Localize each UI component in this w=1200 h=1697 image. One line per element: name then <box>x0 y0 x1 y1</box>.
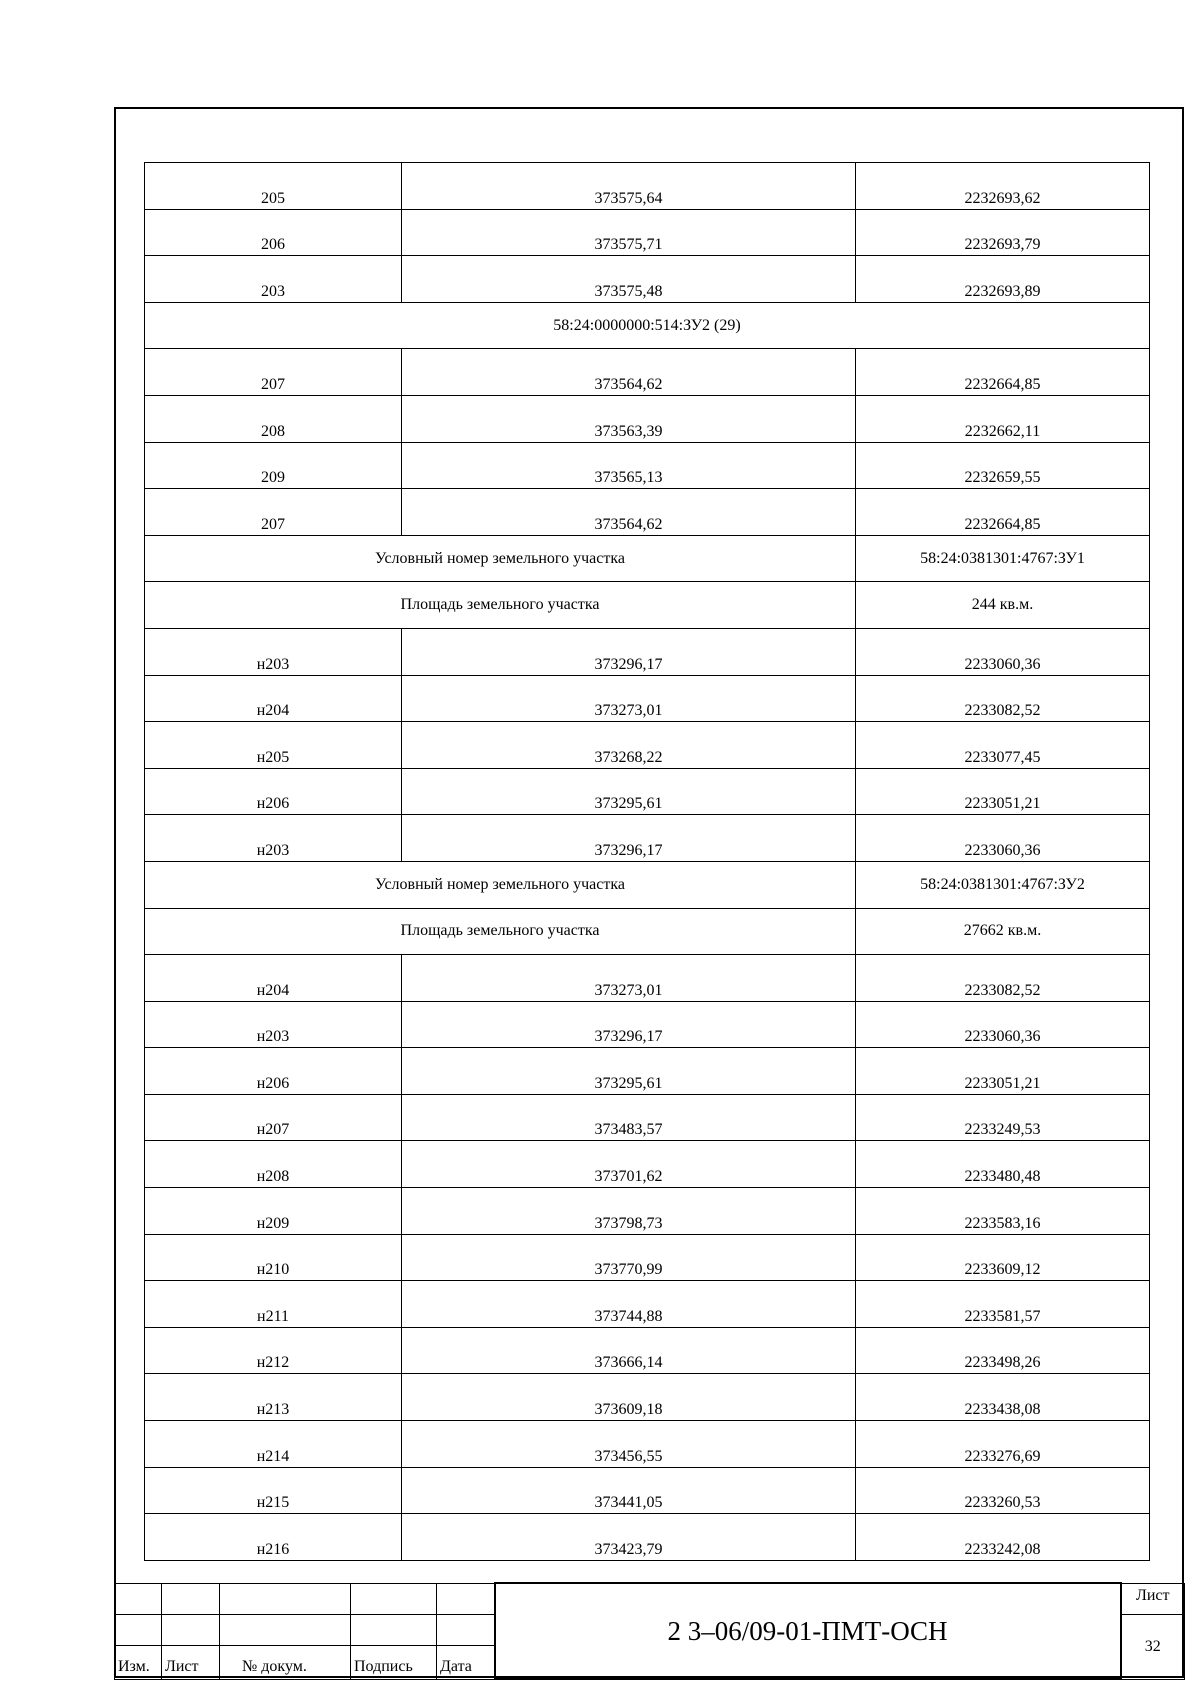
y-coordinate-cell: 2233498,26 <box>856 1327 1150 1374</box>
parcel-info-row <box>145 908 1150 955</box>
point-row <box>145 1048 1150 1095</box>
point-number-cell: н209 <box>145 1188 402 1235</box>
x-coordinate-cell: 373744,88 <box>402 1281 856 1328</box>
section-caption-row <box>145 302 1150 349</box>
x-coordinate-cell: 373564,62 <box>402 489 856 536</box>
point-row <box>145 1001 1150 1048</box>
y-coordinate-cell: 2233082,52 <box>856 955 1150 1002</box>
point-row <box>145 489 1150 536</box>
stamp-date-label: Дата <box>437 1645 495 1679</box>
point-number-cell: 207 <box>145 489 402 536</box>
x-coordinate-cell: 373666,14 <box>402 1327 856 1374</box>
point-row <box>145 1374 1150 1421</box>
x-coordinate-cell: 373273,01 <box>402 675 856 722</box>
x-coordinate-cell: 373423,79 <box>402 1514 856 1561</box>
stamp-cell <box>115 1614 162 1645</box>
stamp-cell <box>351 1583 437 1614</box>
title-block <box>114 1582 1185 1680</box>
point-row <box>145 955 1150 1002</box>
point-number-cell: н207 <box>145 1094 402 1141</box>
point-row <box>145 1234 1150 1281</box>
point-number-cell: н203 <box>145 1001 402 1048</box>
point-number-cell: 206 <box>145 209 402 256</box>
x-coordinate-cell: 373609,18 <box>402 1374 856 1421</box>
point-row <box>145 1188 1150 1235</box>
point-row <box>145 1094 1150 1141</box>
y-coordinate-cell: 2233249,53 <box>856 1094 1150 1141</box>
point-number-cell: н203 <box>145 628 402 675</box>
x-coordinate-cell: 373575,48 <box>402 256 856 303</box>
point-row <box>145 1281 1150 1328</box>
point-row <box>145 209 1150 256</box>
x-coordinate-cell: 373295,61 <box>402 768 856 815</box>
point-number-cell: н206 <box>145 1048 402 1095</box>
parcel-info-label: Условный номер земельного участка <box>145 535 856 582</box>
parcel-info-label: Площадь земельного участка <box>145 582 856 629</box>
point-number-cell: н204 <box>145 955 402 1002</box>
x-coordinate-cell: 373273,01 <box>402 955 856 1002</box>
x-coordinate-cell: 373565,13 <box>402 442 856 489</box>
point-number-cell: н215 <box>145 1467 402 1514</box>
y-coordinate-cell: 2233060,36 <box>856 628 1150 675</box>
point-row <box>145 628 1150 675</box>
y-coordinate-cell: 2233082,52 <box>856 675 1150 722</box>
point-number-cell: 207 <box>145 349 402 396</box>
point-row <box>145 1514 1150 1561</box>
point-number-cell: 205 <box>145 163 402 210</box>
point-number-cell: н204 <box>145 675 402 722</box>
point-row <box>145 1467 1150 1514</box>
point-row <box>145 1327 1150 1374</box>
y-coordinate-cell: 2233051,21 <box>856 768 1150 815</box>
parcel-info-value: 244 кв.м. <box>856 582 1150 629</box>
point-number-cell: н210 <box>145 1234 402 1281</box>
point-number-cell: н216 <box>145 1514 402 1561</box>
point-number-cell: 203 <box>145 256 402 303</box>
point-row <box>145 1421 1150 1468</box>
x-coordinate-cell: 373441,05 <box>402 1467 856 1514</box>
y-coordinate-cell: 2232664,85 <box>856 349 1150 396</box>
y-coordinate-cell: 2233438,08 <box>856 1374 1150 1421</box>
y-coordinate-cell: 2232693,89 <box>856 256 1150 303</box>
y-coordinate-cell: 2233051,21 <box>856 1048 1150 1095</box>
y-coordinate-cell: 2233609,12 <box>856 1234 1150 1281</box>
point-row <box>145 675 1150 722</box>
parcel-info-row <box>145 535 1150 582</box>
parcel-info-row <box>145 861 1150 908</box>
y-coordinate-cell: 2233077,45 <box>856 722 1150 769</box>
stamp-cell <box>115 1583 162 1614</box>
stamp-cell <box>437 1614 495 1645</box>
point-number-cell: н214 <box>145 1421 402 1468</box>
x-coordinate-cell: 373575,64 <box>402 163 856 210</box>
point-number-cell: н203 <box>145 815 402 862</box>
y-coordinate-cell: 2233583,16 <box>856 1188 1150 1235</box>
y-coordinate-cell: 2233242,08 <box>856 1514 1150 1561</box>
point-row <box>145 768 1150 815</box>
y-coordinate-cell: 2232693,62 <box>856 163 1150 210</box>
x-coordinate-cell: 373563,39 <box>402 395 856 442</box>
x-coordinate-cell: 373296,17 <box>402 815 856 862</box>
y-coordinate-cell: 2233060,36 <box>856 1001 1150 1048</box>
point-row <box>145 815 1150 862</box>
coordinates-table <box>144 162 1150 1561</box>
point-number-cell: н206 <box>145 768 402 815</box>
stamp-signature-label: Подпись <box>351 1645 437 1679</box>
x-coordinate-cell: 373701,62 <box>402 1141 856 1188</box>
parcel-info-label: Площадь земельного участка <box>145 908 856 955</box>
parcel-info-row <box>145 582 1150 629</box>
y-coordinate-cell: 2233480,48 <box>856 1141 1150 1188</box>
point-row <box>145 1141 1150 1188</box>
stamp-cell <box>220 1614 351 1645</box>
stamp-cell <box>437 1583 495 1614</box>
stamp-cell <box>220 1583 351 1614</box>
point-row <box>145 256 1150 303</box>
y-coordinate-cell: 2233276,69 <box>856 1421 1150 1468</box>
x-coordinate-cell: 373296,17 <box>402 628 856 675</box>
stamp-cell <box>162 1614 220 1645</box>
x-coordinate-cell: 373564,62 <box>402 349 856 396</box>
section-caption: 58:24:0000000:514:ЗУ2 (29) <box>145 302 1150 349</box>
y-coordinate-cell: 2232662,11 <box>856 395 1150 442</box>
x-coordinate-cell: 373798,73 <box>402 1188 856 1235</box>
x-coordinate-cell: 373456,55 <box>402 1421 856 1468</box>
parcel-info-value: 58:24:0381301:4767:ЗУ1 <box>856 535 1150 582</box>
x-coordinate-cell: 373295,61 <box>402 1048 856 1095</box>
x-coordinate-cell: 373770,99 <box>402 1234 856 1281</box>
sheet-number: 32 <box>1121 1614 1185 1679</box>
point-number-cell: н211 <box>145 1281 402 1328</box>
stamp-izm-label: Изм. <box>115 1645 162 1679</box>
point-number-cell: 209 <box>145 442 402 489</box>
point-number-cell: 208 <box>145 395 402 442</box>
stamp-list-label: Лист <box>162 1645 220 1679</box>
parcel-info-value: 27662 кв.м. <box>856 908 1150 955</box>
stamp-cell <box>351 1614 437 1645</box>
point-row <box>145 349 1150 396</box>
point-number-cell: н205 <box>145 722 402 769</box>
x-coordinate-cell: 373575,71 <box>402 209 856 256</box>
y-coordinate-cell: 2233260,53 <box>856 1467 1150 1514</box>
point-number-cell: н208 <box>145 1141 402 1188</box>
x-coordinate-cell: 373268,22 <box>402 722 856 769</box>
point-row <box>145 722 1150 769</box>
stamp-cell <box>162 1583 220 1614</box>
y-coordinate-cell: 2232693,79 <box>856 209 1150 256</box>
sheet-label: Лист <box>1121 1583 1185 1614</box>
y-coordinate-cell: 2233060,36 <box>856 815 1150 862</box>
coordinates-table-body <box>145 163 1150 1561</box>
point-row <box>145 163 1150 210</box>
point-number-cell: н212 <box>145 1327 402 1374</box>
point-number-cell: н213 <box>145 1374 402 1421</box>
x-coordinate-cell: 373483,57 <box>402 1094 856 1141</box>
document-code: 2 3–06/09-01-ПМТ-ОСН <box>495 1583 1121 1679</box>
point-row <box>145 442 1150 489</box>
point-row <box>145 395 1150 442</box>
y-coordinate-cell: 2232659,55 <box>856 442 1150 489</box>
stamp-doc-number-label: № докум. <box>220 1645 351 1679</box>
x-coordinate-cell: 373296,17 <box>402 1001 856 1048</box>
y-coordinate-cell: 2233581,57 <box>856 1281 1150 1328</box>
parcel-info-label: Условный номер земельного участка <box>145 861 856 908</box>
y-coordinate-cell: 2232664,85 <box>856 489 1150 536</box>
parcel-info-value: 58:24:0381301:4767:ЗУ2 <box>856 861 1150 908</box>
